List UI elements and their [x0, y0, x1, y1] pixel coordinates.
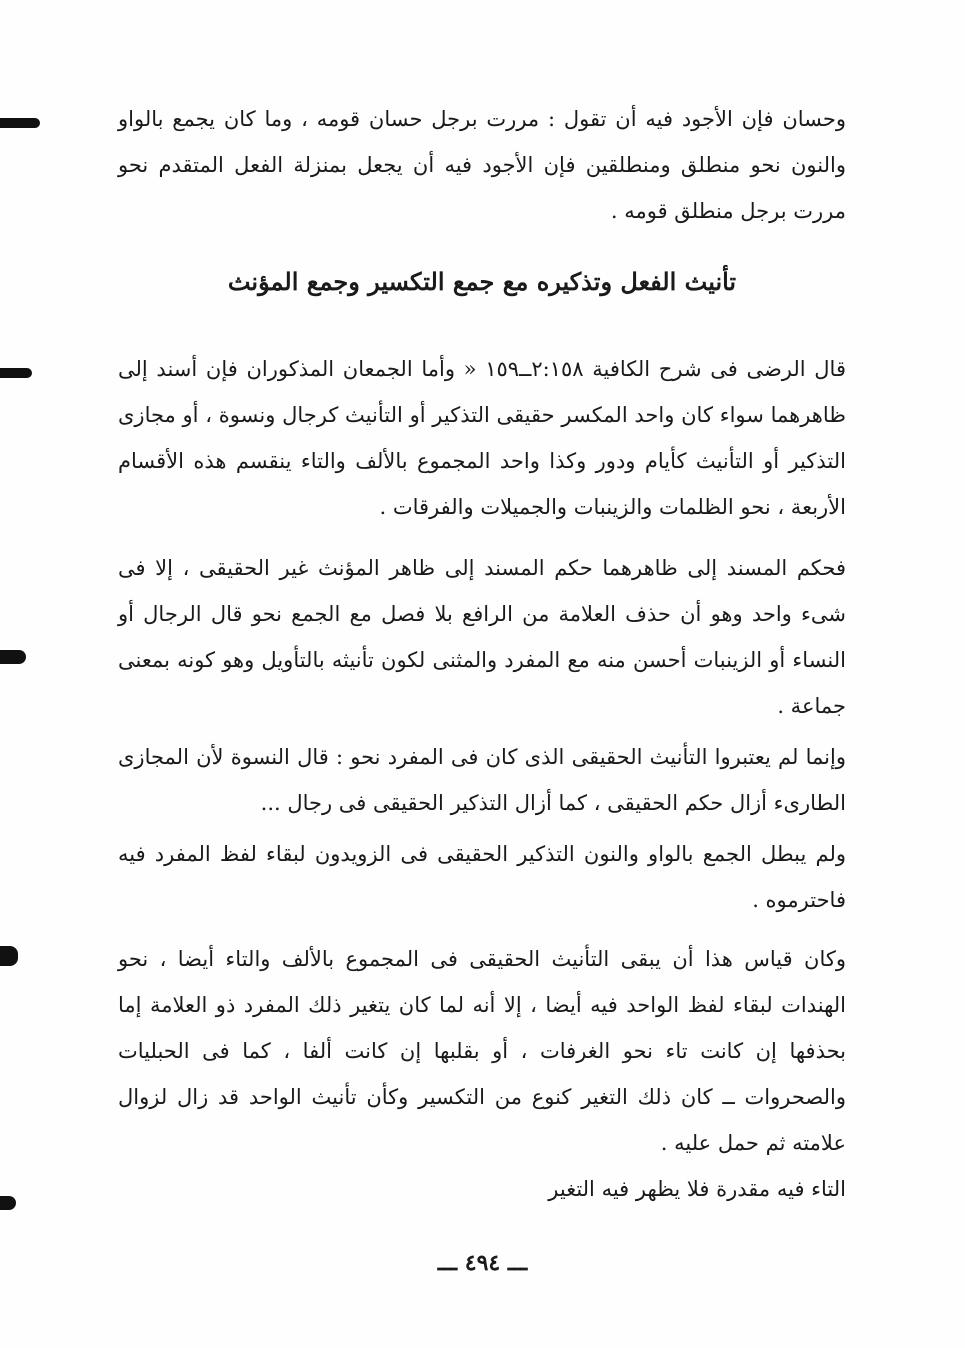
paragraph-block-1	[118, 346, 846, 530]
footnote-block	[118, 1166, 846, 1212]
paragraph: وإنما لم يعتبروا التأنيث الحقيقى الذى كان فى المفرد نحو : قال النسوة لأن المجازى الطارىء أزال حكم الحقيقى ، كما أزال التذكير الحقيقى فى رجال ...	[118, 745, 846, 815]
paragraph-block-4	[118, 831, 846, 923]
paragraph: وكان قياس هذا أن يبقى التأنيث الحقيقى فى المجموع بالألف والتاء أيضا ، نحو الهندات لبقاء لفظ الواحد فيه أيضا ، إلا أنه لما كان يتغير ذلك المفرد ذو العلامة إما بحذفها إن كانت تاء نحو الغرفات ، أو بقلبها إن كانت ألفا ، كما فى الحبليات والصحروات ــ كان ذلك التغير كنوع من التكسير وكأن تأنيث الواحد قد زال لزوال علامته ثم حمل عليه .	[118, 947, 846, 1155]
paragraph: قال الرضى فى شرح الكافية ٢:١٥٨ــ١٥٩ « وأما الجمعان المذكوران فإن أسند إلى ظاهرهما سواء كان واحد المكسر حقيقى التذكير أو التأنيث كرجال ونسوة ، أو مجازى التذكير أو التأنيث كأيام ودور وكذا واحد المجموع بالألف والتاء ينقسم هذه الأقسام الأربعة ، نحو الظلمات والزينبات والجميلات والفرقات .	[118, 357, 846, 519]
scan-edge-mark	[0, 1196, 16, 1210]
section-heading: تأنيث الفعل وتذكيره مع جمع التكسير وجمع المؤنث	[227, 267, 737, 296]
paragraph-block-5	[118, 936, 846, 1166]
page-number: ـــ ٤٩٤ ـــ	[437, 1250, 528, 1276]
footnote: التاء فيه مقدرة فلا يظهر فيه التغير	[548, 1177, 846, 1201]
paragraph-block-2	[118, 545, 846, 729]
paragraph-block-3	[118, 734, 846, 826]
intro-paragraph: وحسان فإن الأجود فيه أن تقول : مررت برجل حسان قومه ، وما كان يجمع بالواو والنون نحو منطلق ومنطلقين فإن الأجود فيه أن يجعل بمنزلة الفعل المتقدم نحو مررت برجل منطلق قومه .	[118, 107, 846, 223]
scan-edge-mark	[0, 368, 32, 378]
scan-edge-mark	[0, 118, 40, 128]
paragraph: فحكم المسند إلى ظاهرهما حكم المسند إلى ظاهر المؤنث غير الحقيقى ، إلا فى شىء واحد وهو أن حذف العلامة من الرافع بلا فصل مع الجمع نحو قال الرجال أو النساء أو الزينبات أحسن منه مع المفرد والمثنى لكون تأنيثه بالتأويل وهو كونه بمعنى جماعة .	[118, 556, 846, 718]
scan-edge-mark	[0, 946, 18, 966]
paragraph: ولم يبطل الجمع بالواو والنون التذكير الحقيقى فى الزويدون لبقاء لفظ المفرد فيه فاحترموه .	[118, 842, 846, 912]
scan-edge-mark	[0, 650, 26, 664]
intro-block	[118, 96, 846, 234]
